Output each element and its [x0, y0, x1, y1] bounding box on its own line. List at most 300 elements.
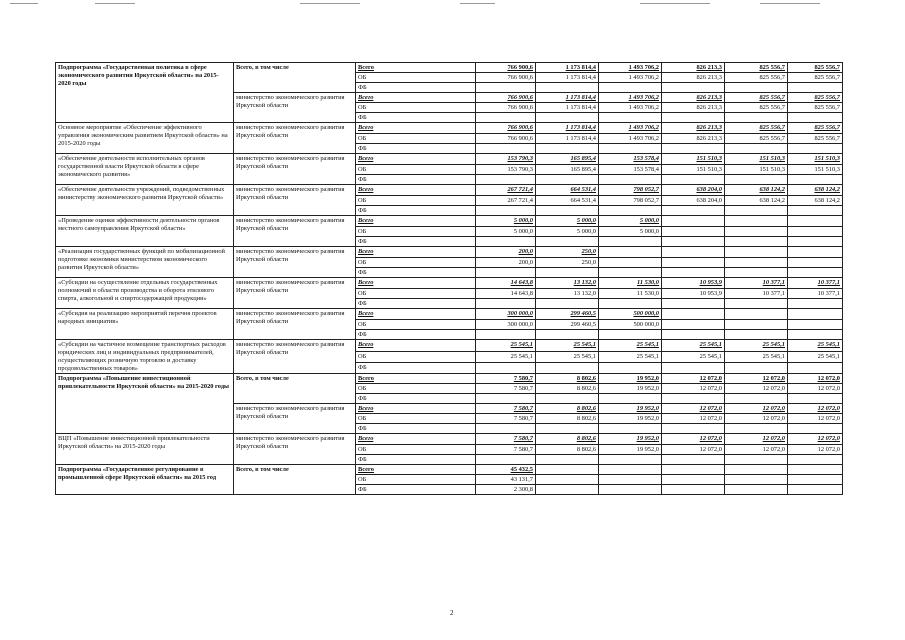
amount-cell: 250,0: [536, 258, 599, 268]
amount-cell: 12 072,0: [725, 384, 788, 394]
amount-cell: 1 173 814,4: [536, 134, 599, 144]
amount-cell: 12 072,0: [662, 374, 725, 384]
funding-source-cell: ОБ: [356, 73, 476, 83]
amount-cell: 267 721,4: [476, 196, 536, 206]
funding-source-cell: ОБ: [356, 475, 476, 485]
amount-cell: 638 124,2: [788, 185, 843, 196]
amount-cell: 267 721,4: [476, 185, 536, 196]
amount-cell: 766 900,6: [476, 134, 536, 144]
amount-cell: 1 173 814,4: [536, 93, 599, 103]
amount-cell: 153 578,4: [599, 165, 662, 175]
table-row: [56, 216, 843, 227]
amount-cell: [599, 485, 662, 495]
amount-cell: 1 493 706,2: [599, 63, 662, 73]
amount-cell: 825 556,7: [725, 93, 788, 103]
amount-cell: 10 377,1: [788, 289, 843, 299]
amount-cell: [476, 144, 536, 154]
amount-cell: [725, 485, 788, 495]
amount-cell: [476, 268, 536, 278]
program-name-cell: «Субсидия на реализацию мероприятий перечня проектов народных инициатив»: [56, 309, 234, 340]
amount-cell: [599, 455, 662, 465]
amount-cell: 825 556,7: [788, 123, 843, 134]
amount-cell: [788, 113, 843, 123]
amount-cell: 12 072,0: [725, 374, 788, 384]
funding-source-cell: ОБ: [356, 384, 476, 394]
amount-cell: 200,0: [476, 247, 536, 258]
amount-cell: [662, 206, 725, 216]
funding-source-cell: Всего: [356, 185, 476, 196]
amount-cell: [599, 113, 662, 123]
table-row: [56, 185, 843, 196]
amount-cell: 798 052,7: [599, 185, 662, 196]
amount-cell: [536, 363, 599, 374]
amount-cell: [476, 206, 536, 216]
amount-cell: 25 545,1: [599, 352, 662, 363]
funding-source-cell: ОБ: [356, 258, 476, 268]
funding-source-cell: ОБ: [356, 227, 476, 237]
table-row: [56, 374, 843, 384]
amount-cell: [599, 465, 662, 475]
amount-cell: 826 213,3: [662, 93, 725, 103]
amount-cell: [599, 247, 662, 258]
amount-cell: 638 124,2: [788, 196, 843, 206]
amount-cell: 299 460,5: [536, 309, 599, 320]
amount-cell: 45 432,5: [476, 465, 536, 475]
funding-source-cell: ФБ: [356, 330, 476, 340]
amount-cell: [788, 83, 843, 93]
amount-cell: 19 952,0: [599, 445, 662, 455]
funding-source-cell: ОБ: [356, 196, 476, 206]
amount-cell: 25 545,1: [662, 352, 725, 363]
amount-cell: [725, 144, 788, 154]
amount-cell: [725, 247, 788, 258]
program-name-cell: «Субсидии на осуществление отдельных государственных полномочий в области производства и оборота этилового спирта, алкогольной и спиртосодержащей продукции»: [56, 278, 234, 309]
budget-table: [55, 62, 843, 495]
amount-cell: [725, 465, 788, 475]
amount-cell: 25 545,1: [599, 340, 662, 352]
funding-source-cell: Всего: [356, 404, 476, 414]
amount-cell: 10 377,1: [725, 289, 788, 299]
amount-cell: [725, 363, 788, 374]
amount-cell: 19 952,0: [599, 434, 662, 445]
amount-cell: [536, 475, 599, 485]
funding-source-cell: Всего: [356, 63, 476, 73]
amount-cell: 12 072,0: [725, 414, 788, 424]
amount-cell: [788, 206, 843, 216]
scan-top-edge: [0, 0, 905, 6]
amount-cell: 14 643,8: [476, 289, 536, 299]
funding-source-cell: Всего: [356, 434, 476, 445]
amount-cell: 1 493 706,2: [599, 103, 662, 113]
amount-cell: 500 000,0: [599, 309, 662, 320]
amount-cell: 664 531,4: [536, 196, 599, 206]
amount-cell: [599, 330, 662, 340]
funding-source-cell: ФБ: [356, 363, 476, 374]
responsible-cell: министерство экономического развития Иркутской области: [234, 185, 356, 216]
amount-cell: 151 510,3: [662, 154, 725, 165]
responsible-cell: министерство экономического развития Иркутской области: [234, 247, 356, 278]
funding-source-cell: ФБ: [356, 299, 476, 309]
responsible-cell: министерство экономического развития Иркутской области: [234, 123, 356, 154]
amount-cell: [536, 424, 599, 434]
amount-cell: [725, 299, 788, 309]
amount-cell: [599, 83, 662, 93]
amount-cell: 10 953,9: [662, 278, 725, 289]
table-row: [56, 123, 843, 134]
amount-cell: 766 900,6: [476, 93, 536, 103]
funding-source-cell: ОБ: [356, 414, 476, 424]
amount-cell: [662, 299, 725, 309]
amount-cell: [662, 83, 725, 93]
amount-cell: 1 493 706,2: [599, 73, 662, 83]
amount-cell: [788, 144, 843, 154]
amount-cell: 7 580,7: [476, 384, 536, 394]
amount-cell: 638 124,2: [725, 196, 788, 206]
amount-cell: 2 300,8: [476, 485, 536, 495]
amount-cell: 8 802,6: [536, 445, 599, 455]
amount-cell: 153 790,3: [476, 154, 536, 165]
amount-cell: 25 545,1: [476, 340, 536, 352]
amount-cell: 7 580,7: [476, 414, 536, 424]
table-row: [56, 309, 843, 320]
amount-cell: [662, 465, 725, 475]
amount-cell: 8 802,6: [536, 414, 599, 424]
amount-cell: 826 213,3: [662, 134, 725, 144]
amount-cell: 8 802,6: [536, 434, 599, 445]
amount-cell: [788, 175, 843, 185]
amount-cell: [788, 216, 843, 227]
program-name-cell: «Реализация государственных функций по мобилизационной подготовке экономики министерством экономического развития Иркутской области»: [56, 247, 234, 278]
responsible-cell: министерство экономического развития Иркутской области: [234, 404, 356, 434]
program-name-cell: «Проведение оценки эффективности деятельности органов местного самоуправления Иркутской области»: [56, 216, 234, 247]
amount-cell: 825 556,7: [788, 103, 843, 113]
amount-cell: [725, 394, 788, 404]
funding-source-cell: Всего: [356, 374, 476, 384]
table-row: [56, 465, 843, 475]
amount-cell: [662, 455, 725, 465]
page-number: 2: [450, 609, 454, 617]
amount-cell: 12 072,0: [662, 384, 725, 394]
funding-source-cell: ФБ: [356, 455, 476, 465]
amount-cell: 13 132,0: [536, 278, 599, 289]
funding-source-cell: Всего: [356, 340, 476, 352]
amount-cell: 151 510,3: [725, 154, 788, 165]
amount-cell: [788, 475, 843, 485]
amount-cell: [599, 144, 662, 154]
amount-cell: 12 072,0: [725, 434, 788, 445]
amount-cell: 19 952,0: [599, 404, 662, 414]
amount-cell: 8 802,6: [536, 384, 599, 394]
amount-cell: [662, 475, 725, 485]
amount-cell: [536, 299, 599, 309]
amount-cell: [536, 330, 599, 340]
amount-cell: [788, 485, 843, 495]
table-row: [56, 434, 843, 445]
amount-cell: 13 132,0: [536, 289, 599, 299]
amount-cell: 25 545,1: [725, 352, 788, 363]
amount-cell: 300 000,0: [476, 320, 536, 330]
funding-source-cell: ФБ: [356, 113, 476, 123]
amount-cell: 10 953,9: [662, 289, 725, 299]
amount-cell: [725, 330, 788, 340]
amount-cell: 25 545,1: [536, 340, 599, 352]
amount-cell: 14 643,8: [476, 278, 536, 289]
funding-source-cell: ОБ: [356, 445, 476, 455]
amount-cell: [725, 309, 788, 320]
amount-cell: [599, 237, 662, 247]
amount-cell: [599, 206, 662, 216]
amount-cell: [662, 309, 725, 320]
amount-cell: 12 072,0: [662, 414, 725, 424]
amount-cell: 766 900,6: [476, 63, 536, 73]
amount-cell: [662, 175, 725, 185]
amount-cell: 12 072,0: [788, 414, 843, 424]
amount-cell: 825 556,7: [725, 103, 788, 113]
funding-source-cell: ОБ: [356, 165, 476, 175]
funding-source-cell: ФБ: [356, 206, 476, 216]
amount-cell: 5 000,0: [536, 216, 599, 227]
amount-cell: [536, 144, 599, 154]
amount-cell: [536, 485, 599, 495]
amount-cell: [536, 455, 599, 465]
amount-cell: 12 072,0: [788, 434, 843, 445]
amount-cell: 299 460,5: [536, 320, 599, 330]
amount-cell: [662, 330, 725, 340]
amount-cell: 5 000,0: [599, 216, 662, 227]
program-name-cell: «Обеспечение деятельности учреждений, подведомственных министерству экономического развития Иркутской области»: [56, 185, 234, 216]
amount-cell: [725, 175, 788, 185]
amount-cell: [662, 268, 725, 278]
amount-cell: 5 000,0: [476, 216, 536, 227]
amount-cell: [662, 424, 725, 434]
amount-cell: 1 493 706,2: [599, 134, 662, 144]
amount-cell: 1 493 706,2: [599, 93, 662, 103]
amount-cell: 7 580,7: [476, 374, 536, 384]
amount-cell: 1 173 814,4: [536, 123, 599, 134]
amount-cell: 825 556,7: [725, 73, 788, 83]
amount-cell: [725, 424, 788, 434]
amount-cell: [662, 258, 725, 268]
amount-cell: 12 072,0: [788, 404, 843, 414]
funding-source-cell: Всего: [356, 465, 476, 475]
amount-cell: [599, 268, 662, 278]
amount-cell: 638 204,0: [662, 196, 725, 206]
amount-cell: [662, 227, 725, 237]
amount-cell: 7 580,7: [476, 445, 536, 455]
amount-cell: 12 072,0: [788, 445, 843, 455]
amount-cell: 151 510,3: [725, 165, 788, 175]
program-name-cell: Основное мероприятие «Обеспечение эффективного управления экономическим развитием Иркутской области» на 2015-2020 годы: [56, 123, 234, 154]
amount-cell: 151 510,3: [788, 165, 843, 175]
amount-cell: 165 895,4: [536, 154, 599, 165]
amount-cell: [662, 216, 725, 227]
funding-source-cell: Всего: [356, 93, 476, 103]
amount-cell: 25 545,1: [662, 340, 725, 352]
responsible-cell: министерство экономического развития Иркутской области: [234, 340, 356, 374]
funding-source-cell: ОБ: [356, 289, 476, 299]
amount-cell: 19 952,0: [599, 374, 662, 384]
amount-cell: 1 173 814,4: [536, 63, 599, 73]
amount-cell: [725, 237, 788, 247]
funding-source-cell: Всего: [356, 123, 476, 134]
amount-cell: 25 545,1: [476, 352, 536, 363]
amount-cell: [788, 227, 843, 237]
amount-cell: 7 580,7: [476, 404, 536, 414]
amount-cell: 1 173 814,4: [536, 73, 599, 83]
amount-cell: [536, 465, 599, 475]
amount-cell: 825 556,7: [725, 63, 788, 73]
amount-cell: 200,0: [476, 258, 536, 268]
program-name-cell: «Обеспечение деятельности исполнительных органов государственной власти Иркутской области в сфере экономического развития»: [56, 154, 234, 185]
amount-cell: [662, 363, 725, 374]
amount-cell: [476, 83, 536, 93]
program-name-cell: «Субсидии на частичное возмещение транспортных расходов юридических лиц и индивидуальных предпринимателей, осуществляющих розничную торговлю и доставку продовольственных товаров»: [56, 340, 234, 374]
amount-cell: [476, 113, 536, 123]
amount-cell: 12 072,0: [662, 404, 725, 414]
amount-cell: 825 556,7: [788, 63, 843, 73]
amount-cell: [476, 299, 536, 309]
amount-cell: [536, 237, 599, 247]
amount-cell: [725, 206, 788, 216]
amount-cell: [788, 363, 843, 374]
amount-cell: [788, 455, 843, 465]
funding-source-cell: ФБ: [356, 83, 476, 93]
amount-cell: [536, 175, 599, 185]
amount-cell: 25 545,1: [536, 352, 599, 363]
amount-cell: [788, 299, 843, 309]
table-row: [56, 340, 843, 352]
amount-cell: 825 556,7: [788, 93, 843, 103]
amount-cell: [788, 320, 843, 330]
amount-cell: [788, 330, 843, 340]
funding-source-cell: ФБ: [356, 268, 476, 278]
amount-cell: 250,0: [536, 247, 599, 258]
amount-cell: 25 545,1: [725, 340, 788, 352]
amount-cell: [725, 216, 788, 227]
responsible-cell: министерство экономического развития Иркутской области: [234, 216, 356, 247]
amount-cell: [536, 206, 599, 216]
amount-cell: 638 124,2: [725, 185, 788, 196]
amount-cell: 10 377,1: [725, 278, 788, 289]
amount-cell: [788, 309, 843, 320]
amount-cell: 43 131,7: [476, 475, 536, 485]
amount-cell: 5 000,0: [599, 227, 662, 237]
responsible-cell: Всего, в том числе: [234, 374, 356, 404]
amount-cell: 826 213,3: [662, 73, 725, 83]
amount-cell: 151 510,3: [788, 154, 843, 165]
amount-cell: [662, 237, 725, 247]
amount-cell: 500 000,0: [599, 320, 662, 330]
amount-cell: 8 802,6: [536, 374, 599, 384]
funding-source-cell: Всего: [356, 154, 476, 165]
amount-cell: [725, 320, 788, 330]
amount-cell: 1 173 814,4: [536, 103, 599, 113]
amount-cell: [788, 237, 843, 247]
program-name-cell: Подпрограмма «Государственное регулирование в промышленной сфере Иркутской области» на 2015 год: [56, 465, 234, 495]
amount-cell: 10 377,1: [788, 278, 843, 289]
amount-cell: [536, 268, 599, 278]
funding-source-cell: ФБ: [356, 394, 476, 404]
funding-source-cell: ОБ: [356, 352, 476, 363]
amount-cell: 664 531,4: [536, 185, 599, 196]
amount-cell: [788, 424, 843, 434]
amount-cell: [788, 465, 843, 475]
amount-cell: [788, 394, 843, 404]
amount-cell: 825 556,7: [788, 73, 843, 83]
amount-cell: [476, 330, 536, 340]
amount-cell: [599, 175, 662, 185]
amount-cell: 825 556,7: [725, 123, 788, 134]
amount-cell: [662, 144, 725, 154]
amount-cell: [599, 394, 662, 404]
amount-cell: [599, 475, 662, 485]
amount-cell: 153 790,3: [476, 165, 536, 175]
amount-cell: 826 213,3: [662, 103, 725, 113]
amount-cell: [662, 247, 725, 258]
amount-cell: 11 530,0: [599, 278, 662, 289]
amount-cell: 12 072,0: [662, 434, 725, 445]
responsible-cell: министерство экономического развития Иркутской области: [234, 309, 356, 340]
amount-cell: [662, 485, 725, 495]
funding-source-cell: Всего: [356, 216, 476, 227]
amount-cell: 165 895,4: [536, 165, 599, 175]
amount-cell: 25 545,1: [788, 352, 843, 363]
amount-cell: 766 900,6: [476, 73, 536, 83]
responsible-cell: министерство экономического развития Иркутской области: [234, 278, 356, 309]
funding-source-cell: ФБ: [356, 485, 476, 495]
table-row: [56, 154, 843, 165]
amount-cell: [662, 394, 725, 404]
responsible-cell: министерство экономического развития Иркутской области: [234, 434, 356, 465]
amount-cell: 1 493 706,2: [599, 123, 662, 134]
funding-source-cell: ФБ: [356, 424, 476, 434]
program-name-cell: ВЦП «Повышение инвестиционной привлекательности Иркутской области» на 2015-2020 годы: [56, 434, 234, 465]
funding-source-cell: ФБ: [356, 175, 476, 185]
amount-cell: [725, 268, 788, 278]
amount-cell: [536, 394, 599, 404]
responsible-cell: министерство экономического развития Иркутской области: [234, 93, 356, 123]
amount-cell: [725, 227, 788, 237]
amount-cell: 7 580,7: [476, 434, 536, 445]
responsible-cell: Всего, в том числе: [234, 465, 356, 495]
amount-cell: 8 802,6: [536, 404, 599, 414]
amount-cell: 12 072,0: [725, 445, 788, 455]
program-name-cell: Подпрограмма «Государственная политика в сфере экономического развития Иркутской области» на 2015-2020 годы: [56, 63, 234, 123]
table-row: [56, 63, 843, 73]
amount-cell: [476, 424, 536, 434]
amount-cell: [725, 113, 788, 123]
funding-source-cell: Всего: [356, 247, 476, 258]
funding-source-cell: Всего: [356, 309, 476, 320]
funding-source-cell: ФБ: [356, 237, 476, 247]
amount-cell: 825 556,7: [725, 134, 788, 144]
amount-cell: [599, 424, 662, 434]
amount-cell: [725, 475, 788, 485]
amount-cell: 11 530,0: [599, 289, 662, 299]
amount-cell: 12 072,0: [662, 445, 725, 455]
amount-cell: 798 052,7: [599, 196, 662, 206]
amount-cell: [788, 258, 843, 268]
amount-cell: 12 072,0: [788, 384, 843, 394]
table-row: [56, 247, 843, 258]
responsible-cell: министерство экономического развития Иркутской области: [234, 154, 356, 185]
amount-cell: [599, 299, 662, 309]
amount-cell: [476, 175, 536, 185]
amount-cell: 25 545,1: [788, 340, 843, 352]
amount-cell: [476, 394, 536, 404]
amount-cell: [599, 363, 662, 374]
amount-cell: 638 204,0: [662, 185, 725, 196]
